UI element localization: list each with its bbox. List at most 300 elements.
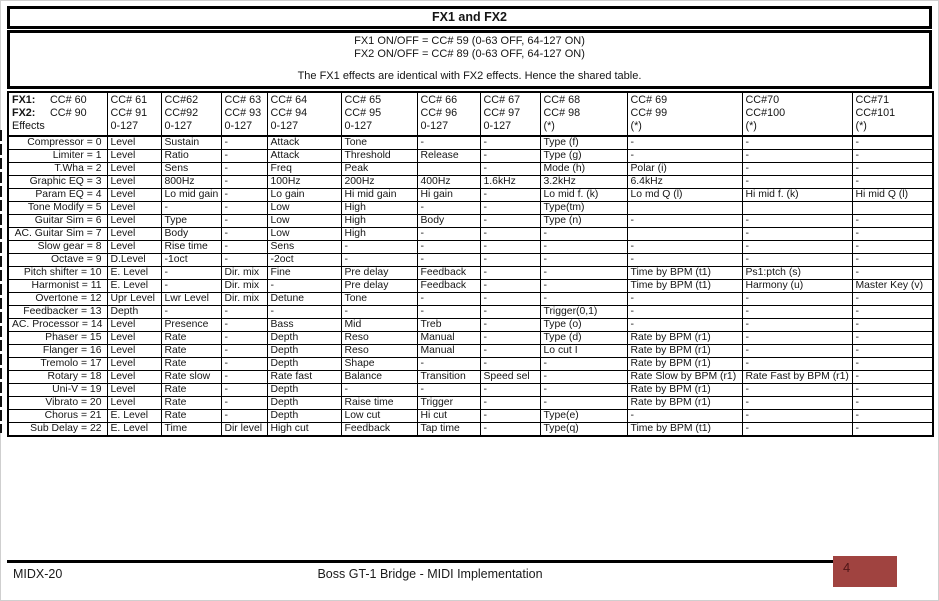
param-cell: Hi mid Q (l) <box>852 189 933 202</box>
param-cell: Level <box>107 215 161 228</box>
param-cell: 200Hz <box>341 176 417 189</box>
param-cell: - <box>852 228 933 241</box>
param-cell: Low cut <box>341 410 417 423</box>
param-cell: - <box>742 136 852 150</box>
param-cell: Type (f) <box>540 136 627 150</box>
param-cell: - <box>221 202 267 215</box>
effect-row <box>8 150 933 163</box>
page-number-box <box>833 556 897 587</box>
cc-column-header: CC# 68 CC# 98 (*) <box>540 92 627 136</box>
param-cell: Rate by BPM (r1) <box>627 332 742 345</box>
param-cell: -1oct <box>161 254 221 267</box>
param-cell: High <box>341 228 417 241</box>
param-cell: Time by BPM (t1) <box>627 280 742 293</box>
param-cell: Dir. mix <box>221 293 267 306</box>
param-cell: - <box>742 293 852 306</box>
param-cell: - <box>341 241 417 254</box>
param-cell: Type(tm) <box>540 202 627 215</box>
effect-row <box>8 306 933 319</box>
param-cell: - <box>742 410 852 423</box>
param-cell: Pre delay <box>341 280 417 293</box>
param-cell: - <box>742 163 852 176</box>
effects-column-header <box>8 92 107 136</box>
effect-row-label: Graphic EQ = 3 <box>8 176 107 189</box>
param-cell: Time <box>161 423 221 437</box>
param-cell: Hi cut <box>417 410 480 423</box>
param-cell: E. Level <box>107 410 161 423</box>
param-cell: High <box>341 202 417 215</box>
param-cell: Depth <box>267 384 341 397</box>
param-cell: - <box>852 423 933 437</box>
param-cell: - <box>221 189 267 202</box>
param-cell: Rate fast <box>267 371 341 384</box>
param-cell: Low <box>267 202 341 215</box>
cc-column-header: CC# 61 CC# 91 0-127 <box>107 92 161 136</box>
param-cell: - <box>221 397 267 410</box>
effects-label: Effects <box>12 120 45 133</box>
cc-column-header: CC#71 CC#101 (*) <box>852 92 933 136</box>
param-cell: Raise time <box>341 397 417 410</box>
param-cell: Level <box>107 176 161 189</box>
fx2-onoff-line: FX2 ON/OFF = CC# 89 (0-63 OFF, 64-127 ON) <box>354 47 585 60</box>
param-cell: Polar (i) <box>627 163 742 176</box>
cc-column-header: CC# 64 CC# 94 0-127 <box>267 92 341 136</box>
param-cell: - <box>161 267 221 280</box>
param-cell: - <box>341 254 417 267</box>
param-cell: Lo cut I <box>540 345 627 358</box>
param-cell: Release <box>417 150 480 163</box>
param-cell: - <box>480 397 540 410</box>
param-cell: - <box>417 254 480 267</box>
param-cell: - <box>267 306 341 319</box>
param-cell: - <box>480 150 540 163</box>
param-cell: Low <box>267 228 341 241</box>
param-cell: Rise time <box>161 241 221 254</box>
param-cell: 400Hz <box>417 176 480 189</box>
cc-column-header: CC# 63 CC# 93 0-127 <box>221 92 267 136</box>
param-cell: - <box>852 176 933 189</box>
param-cell: - <box>852 306 933 319</box>
param-cell: - <box>221 384 267 397</box>
param-cell: - <box>540 293 627 306</box>
param-cell: D.Level <box>107 254 161 267</box>
effect-row-label: Uni-V = 19 <box>8 384 107 397</box>
param-cell: - <box>742 228 852 241</box>
param-cell: Bass <box>267 319 341 332</box>
cc-column-header: CC# 67 CC# 97 0-127 <box>480 92 540 136</box>
param-cell: - <box>627 241 742 254</box>
param-cell: Level <box>107 136 161 150</box>
param-cell: - <box>480 306 540 319</box>
param-cell: Depth <box>267 332 341 345</box>
param-cell: - <box>221 358 267 371</box>
param-cell: Type (n) <box>540 215 627 228</box>
param-cell: Level <box>107 202 161 215</box>
param-cell <box>627 228 742 241</box>
param-cell: - <box>540 228 627 241</box>
effect-row <box>8 345 933 358</box>
param-cell: - <box>627 150 742 163</box>
effect-row-label: Octave = 9 <box>8 254 107 267</box>
effect-row <box>8 397 933 410</box>
param-cell: - <box>540 254 627 267</box>
param-cell: Transition <box>417 371 480 384</box>
param-cell: Depth <box>267 345 341 358</box>
effect-row <box>8 136 933 150</box>
param-cell: Time by BPM (t1) <box>627 267 742 280</box>
table-header-row <box>8 92 933 136</box>
param-cell: - <box>852 397 933 410</box>
param-cell: - <box>742 306 852 319</box>
fx-cc-table <box>7 91 934 437</box>
param-cell: - <box>852 150 933 163</box>
footer-doc-title: Boss GT-1 Bridge - MIDI Implementation <box>317 567 543 581</box>
effect-row-label: Flanger = 16 <box>8 345 107 358</box>
param-cell: Type (g) <box>540 150 627 163</box>
footer-rule <box>7 560 833 563</box>
param-cell: - <box>540 371 627 384</box>
param-cell: - <box>742 241 852 254</box>
param-cell: Manual <box>417 345 480 358</box>
param-cell: - <box>852 241 933 254</box>
effect-row-label: Limiter = 1 <box>8 150 107 163</box>
param-cell: Low <box>267 215 341 228</box>
param-cell: - <box>480 215 540 228</box>
param-cell: - <box>480 267 540 280</box>
param-cell: Treb <box>417 319 480 332</box>
param-cell: Body <box>161 228 221 241</box>
param-cell: Depth <box>107 306 161 319</box>
param-cell: Depth <box>267 410 341 423</box>
param-cell: - <box>221 319 267 332</box>
param-cell: Mode (h) <box>540 163 627 176</box>
param-cell: - <box>417 306 480 319</box>
effect-row-label: AC. Guitar Sim = 7 <box>8 228 107 241</box>
param-cell: Manual <box>417 332 480 345</box>
param-cell: - <box>627 215 742 228</box>
effect-row-label: Pitch shifter = 10 <box>8 267 107 280</box>
param-cell: - <box>852 136 933 150</box>
effect-row-label: Sub Delay = 22 <box>8 423 107 437</box>
param-cell: - <box>852 358 933 371</box>
param-cell: - <box>852 215 933 228</box>
cc-column-header: CC# 66 CC# 96 0-127 <box>417 92 480 136</box>
param-cell: Reso <box>341 332 417 345</box>
fx1-label: FX1: <box>12 94 36 106</box>
fx1-cc: CC# 60 <box>50 94 87 106</box>
param-cell: - <box>480 254 540 267</box>
param-cell: Dir level <box>221 423 267 437</box>
param-cell: Feedback <box>417 280 480 293</box>
effect-row <box>8 163 933 176</box>
param-cell: - <box>540 280 627 293</box>
param-cell: Attack <box>267 136 341 150</box>
param-cell: Lwr Level <box>161 293 221 306</box>
param-cell: Depth <box>267 358 341 371</box>
param-cell: Rate <box>161 384 221 397</box>
effect-row <box>8 280 933 293</box>
param-cell: Tone <box>341 293 417 306</box>
param-cell: Trigger <box>417 397 480 410</box>
param-cell: - <box>221 163 267 176</box>
param-cell: - <box>221 150 267 163</box>
param-cell: - <box>540 397 627 410</box>
effect-row <box>8 189 933 202</box>
effect-row-label: Chorus = 21 <box>8 410 107 423</box>
param-cell: - <box>480 202 540 215</box>
param-cell: Shape <box>341 358 417 371</box>
param-cell: Presence <box>161 319 221 332</box>
param-cell: High <box>341 215 417 228</box>
param-cell: - <box>417 293 480 306</box>
param-cell: - <box>627 254 742 267</box>
param-cell: - <box>852 254 933 267</box>
param-cell: - <box>742 319 852 332</box>
param-cell: E. Level <box>107 280 161 293</box>
effect-row-label: T.Wha = 2 <box>8 163 107 176</box>
param-cell: Pre delay <box>341 267 417 280</box>
param-cell: Feedback <box>341 423 417 437</box>
param-cell: Type <box>161 215 221 228</box>
param-cell: - <box>480 136 540 150</box>
param-cell: - <box>221 176 267 189</box>
param-cell: 6.4kHz <box>627 176 742 189</box>
param-cell: - <box>480 319 540 332</box>
param-cell: Speed sel <box>480 371 540 384</box>
param-cell: Rate <box>161 332 221 345</box>
effect-row-label: Feedbacker = 13 <box>8 306 107 319</box>
info-box <box>7 30 932 89</box>
document-content <box>7 6 932 437</box>
param-cell: - <box>480 293 540 306</box>
param-cell: Level <box>107 384 161 397</box>
param-cell: - <box>480 410 540 423</box>
param-cell: Rate <box>161 410 221 423</box>
effect-row <box>8 241 933 254</box>
param-cell: Level <box>107 189 161 202</box>
param-cell: Upr Level <box>107 293 161 306</box>
param-cell: Harmony (u) <box>742 280 852 293</box>
param-cell: - <box>742 150 852 163</box>
param-cell: - <box>852 345 933 358</box>
param-cell: Level <box>107 228 161 241</box>
shared-table-note: The FX1 effects are identical with FX2 effects. Hence the shared table. <box>297 70 642 82</box>
param-cell: - <box>480 423 540 437</box>
param-cell: Level <box>107 150 161 163</box>
param-cell: - <box>627 306 742 319</box>
param-cell: - <box>161 202 221 215</box>
param-cell: - <box>627 293 742 306</box>
param-cell: Level <box>107 163 161 176</box>
param-cell: Depth <box>267 397 341 410</box>
effect-row-label: Harmonist = 11 <box>8 280 107 293</box>
param-cell: Hi gain <box>417 189 480 202</box>
effect-row-label: Tremolo = 17 <box>8 358 107 371</box>
param-cell: - <box>540 267 627 280</box>
effect-row <box>8 215 933 228</box>
param-cell: Level <box>107 319 161 332</box>
param-cell: - <box>417 241 480 254</box>
param-cell: Level <box>107 345 161 358</box>
param-cell: - <box>221 241 267 254</box>
param-cell: Lo gain <box>267 189 341 202</box>
param-cell: - <box>742 397 852 410</box>
effect-row-label: Phaser = 15 <box>8 332 107 345</box>
param-cell: - <box>480 189 540 202</box>
param-cell: Level <box>107 397 161 410</box>
param-cell: - <box>417 384 480 397</box>
effect-row <box>8 423 933 437</box>
page-number: 4 <box>843 560 851 575</box>
param-cell: - <box>852 410 933 423</box>
effect-row <box>8 384 933 397</box>
param-cell: Rate by BPM (r1) <box>627 384 742 397</box>
param-cell: - <box>627 410 742 423</box>
effect-row-label: Param EQ = 4 <box>8 189 107 202</box>
param-cell: Tone <box>341 136 417 150</box>
effect-row-label: AC. Processor = 14 <box>8 319 107 332</box>
param-cell: -2oct <box>267 254 341 267</box>
param-cell: - <box>540 384 627 397</box>
param-cell: - <box>742 332 852 345</box>
effect-row-label: Guitar Sim = 6 <box>8 215 107 228</box>
param-cell: Rate <box>161 397 221 410</box>
param-cell: Level <box>107 332 161 345</box>
effect-row <box>8 358 933 371</box>
param-cell: Fine <box>267 267 341 280</box>
param-cell: Level <box>107 358 161 371</box>
param-cell: - <box>221 228 267 241</box>
param-cell: Level <box>107 241 161 254</box>
cc-column-header: CC# 65 CC# 95 0-127 <box>341 92 417 136</box>
param-cell: - <box>221 136 267 150</box>
param-cell: - <box>852 293 933 306</box>
param-cell: - <box>742 358 852 371</box>
param-cell: - <box>480 228 540 241</box>
cc-column-header: CC#70 CC#100 (*) <box>742 92 852 136</box>
param-cell: Threshold <box>341 150 417 163</box>
param-cell: - <box>417 202 480 215</box>
param-cell: - <box>852 267 933 280</box>
param-cell: - <box>417 136 480 150</box>
param-cell: 800Hz <box>161 176 221 189</box>
scan-edge-artifact <box>0 130 2 433</box>
param-cell: Trigger(0,1) <box>540 306 627 319</box>
param-cell <box>627 202 742 215</box>
param-cell: E. Level <box>107 267 161 280</box>
param-cell: - <box>161 306 221 319</box>
param-cell: Rate Fast by BPM (r1) <box>742 371 852 384</box>
effect-row-label: Tone Modify = 5 <box>8 202 107 215</box>
param-cell: 3.2kHz <box>540 176 627 189</box>
param-cell: Hi mid gain <box>341 189 417 202</box>
param-cell: Reso <box>341 345 417 358</box>
effect-row-label: Slow gear = 8 <box>8 241 107 254</box>
effect-row <box>8 410 933 423</box>
param-cell: Time by BPM (t1) <box>627 423 742 437</box>
effect-row <box>8 176 933 189</box>
param-cell: - <box>742 384 852 397</box>
effect-row <box>8 202 933 215</box>
param-cell: - <box>480 358 540 371</box>
param-cell: Tap time <box>417 423 480 437</box>
param-cell: - <box>540 358 627 371</box>
param-cell: - <box>852 332 933 345</box>
param-cell: - <box>221 332 267 345</box>
param-cell: Dir. mix <box>221 280 267 293</box>
effect-row-label: Vibrato = 20 <box>8 397 107 410</box>
param-cell: E. Level <box>107 423 161 437</box>
param-cell: - <box>742 254 852 267</box>
param-cell: - <box>627 319 742 332</box>
effect-row-label: Rotary = 18 <box>8 371 107 384</box>
param-cell: - <box>480 163 540 176</box>
param-cell: - <box>221 410 267 423</box>
param-cell: - <box>742 423 852 437</box>
param-cell: - <box>480 241 540 254</box>
param-cell: - <box>267 280 341 293</box>
param-cell: - <box>221 215 267 228</box>
param-cell: - <box>480 332 540 345</box>
footer-doc-code: MIDX-20 <box>13 567 63 581</box>
effect-row-label: Compressor = 0 <box>8 136 107 150</box>
page-title: FX1 and FX2 <box>7 6 932 29</box>
effect-row <box>8 293 933 306</box>
param-cell <box>417 163 480 176</box>
param-cell: Ratio <box>161 150 221 163</box>
param-cell: Master Key (v) <box>852 280 933 293</box>
param-cell: Detune <box>267 293 341 306</box>
param-cell: Attack <box>267 150 341 163</box>
effect-row <box>8 267 933 280</box>
param-cell: Type (d) <box>540 332 627 345</box>
fx1-onoff-line: FX1 ON/OFF = CC# 59 (0-63 OFF, 64-127 ON) <box>354 35 585 47</box>
param-cell <box>852 202 933 215</box>
param-cell: - <box>540 241 627 254</box>
param-cell: Rate <box>161 358 221 371</box>
param-cell: Type(q) <box>540 423 627 437</box>
param-cell: Type (o) <box>540 319 627 332</box>
param-cell: - <box>480 280 540 293</box>
param-cell: High cut <box>267 423 341 437</box>
param-cell: Rate <box>161 345 221 358</box>
param-cell: Level <box>107 371 161 384</box>
param-cell: Hi mid f. (k) <box>742 189 852 202</box>
param-cell: Mid <box>341 319 417 332</box>
cc-column-header: CC#62 CC#92 0-127 <box>161 92 221 136</box>
fx2-cc: CC# 90 <box>50 107 87 120</box>
param-cell: Freq <box>267 163 341 176</box>
param-cell: Lo mid f. (k) <box>540 189 627 202</box>
param-cell: - <box>852 371 933 384</box>
param-cell: Lo mid gain <box>161 189 221 202</box>
param-cell: 1.6kHz <box>480 176 540 189</box>
param-cell: Body <box>417 215 480 228</box>
param-cell: - <box>852 163 933 176</box>
param-cell: Balance <box>341 371 417 384</box>
effect-row <box>8 332 933 345</box>
param-cell: - <box>417 228 480 241</box>
param-cell: Ps1:ptch (s) <box>742 267 852 280</box>
param-cell: - <box>417 358 480 371</box>
param-cell: Dir. mix <box>221 267 267 280</box>
param-cell: - <box>221 306 267 319</box>
cc-column-header: CC# 69 CC# 99 (*) <box>627 92 742 136</box>
param-cell: - <box>480 345 540 358</box>
param-cell: - <box>341 384 417 397</box>
param-cell: Lo md Q (l) <box>627 189 742 202</box>
param-cell: - <box>742 215 852 228</box>
